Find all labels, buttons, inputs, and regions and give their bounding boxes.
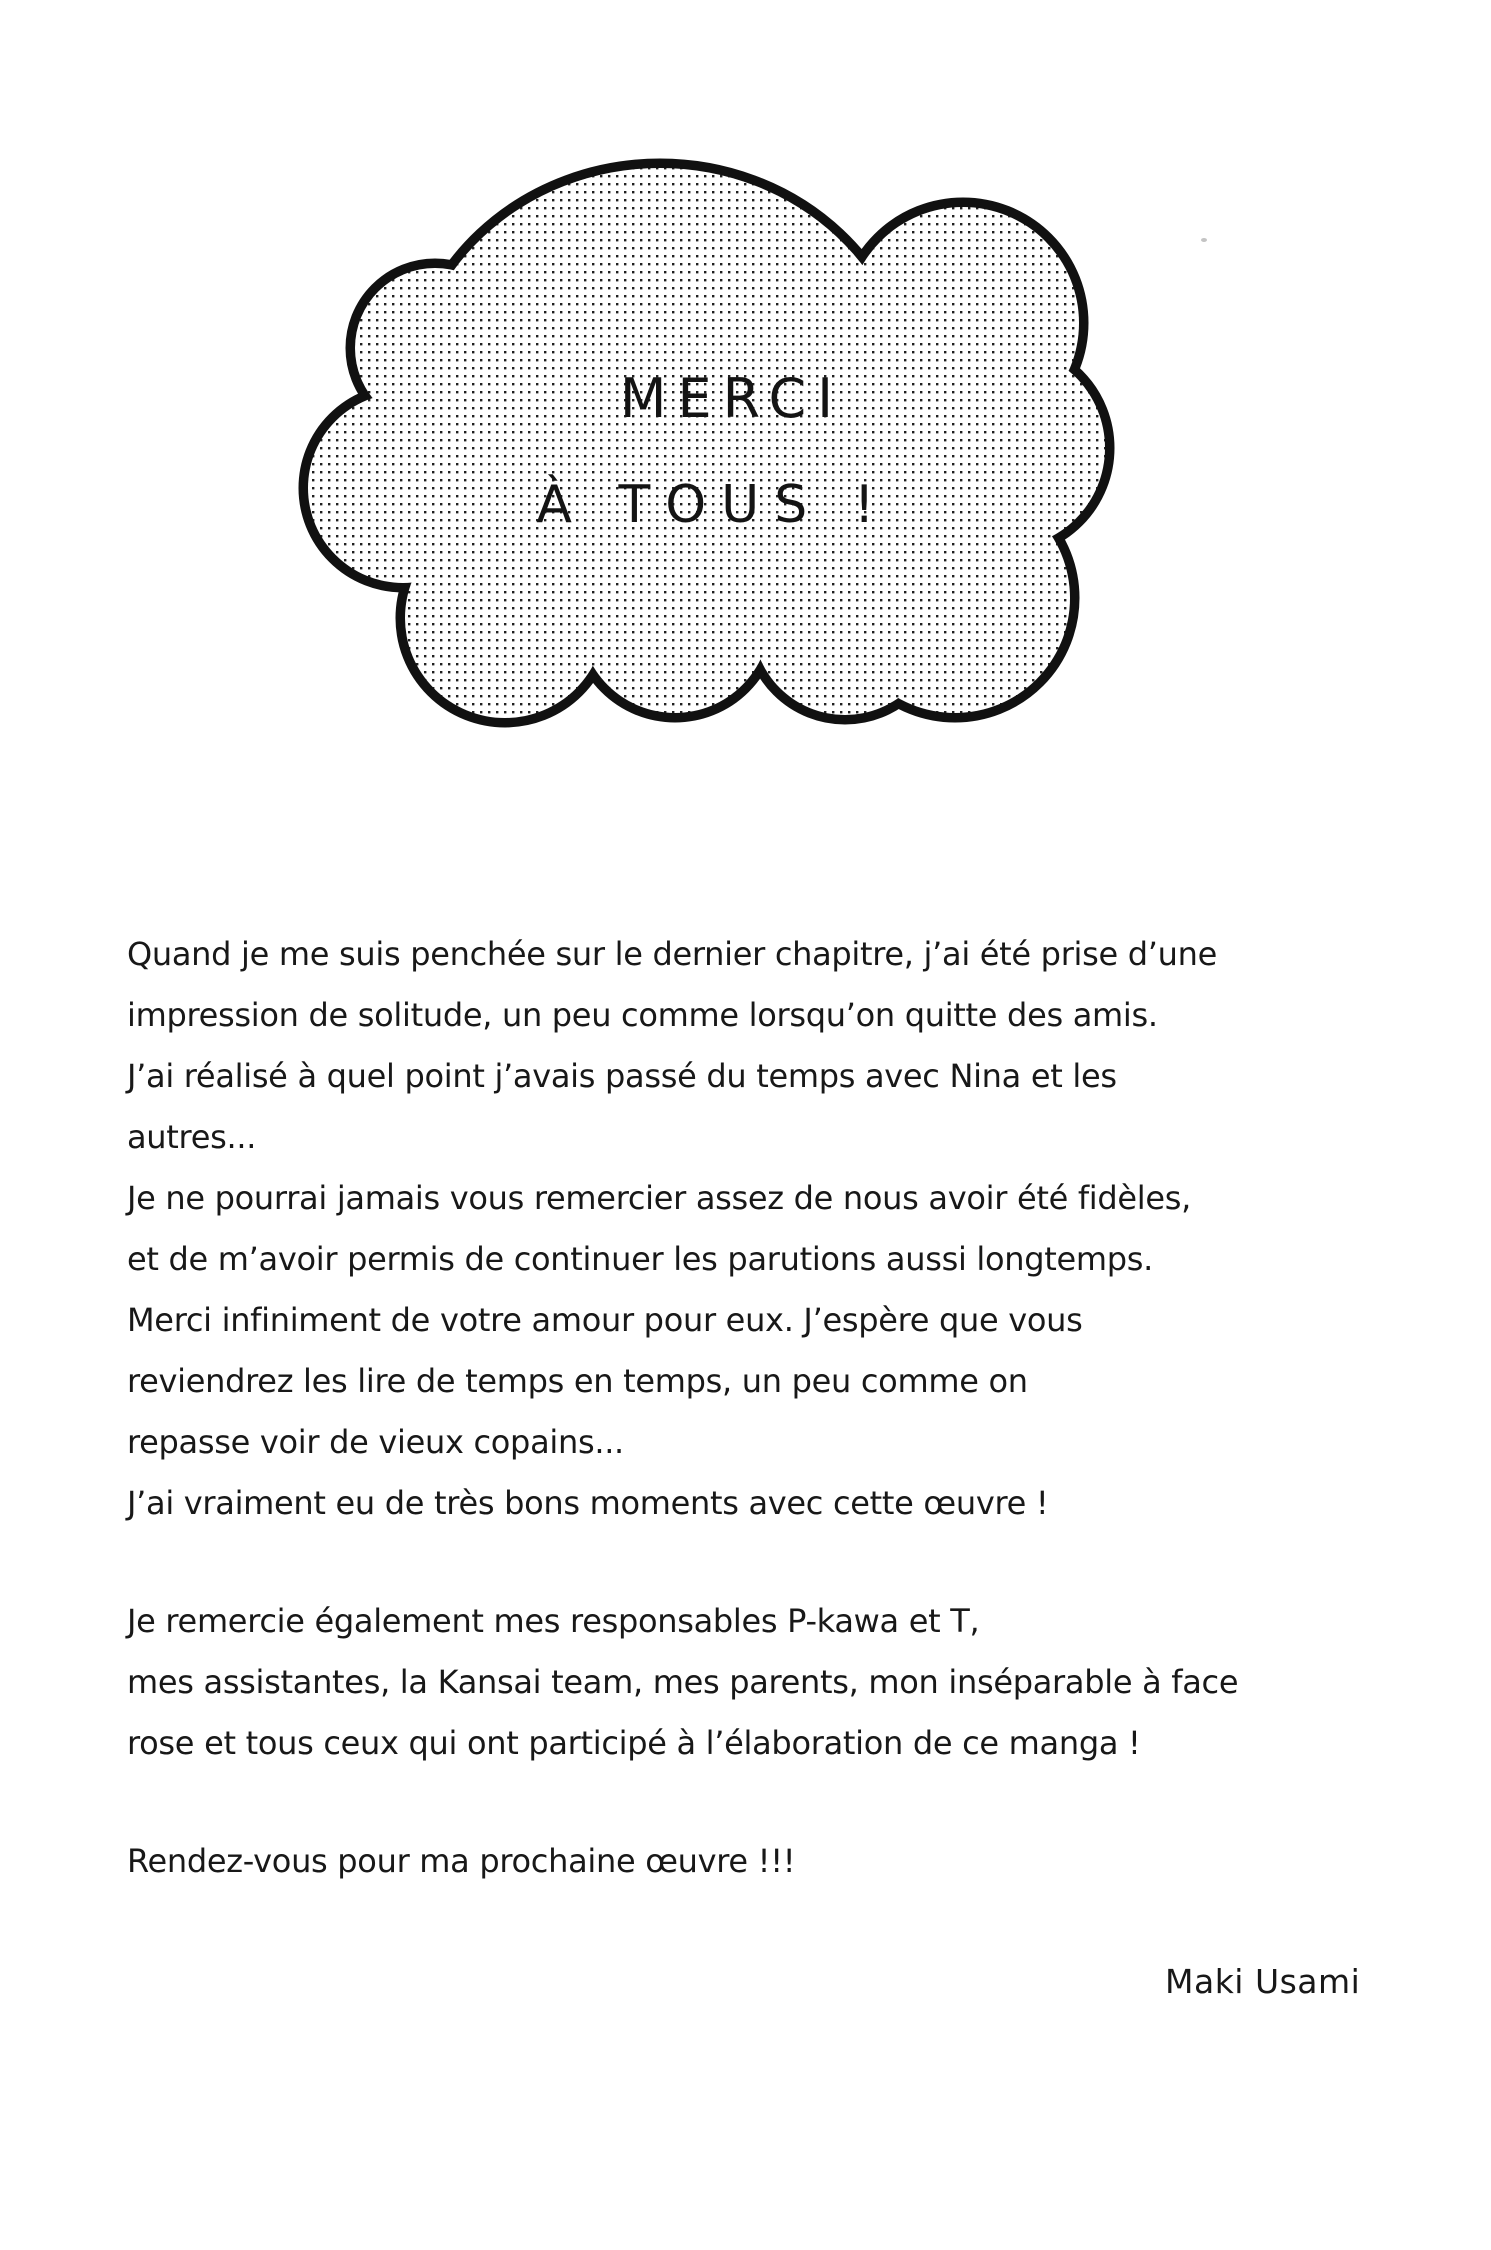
afterword-line: rose et tous ceux qui ont participé à l’élaboration de ce manga ! [127, 1724, 1141, 1762]
ink-speck [1201, 238, 1207, 242]
afterword-line: repasse voir de vieux copains... [127, 1423, 624, 1461]
afterword-line: Quand je me suis penchée sur le dernier chapitre, j’ai été prise d’une [127, 935, 1218, 973]
afterword-line: Je remercie également mes responsables P-kawa et T, [127, 1602, 980, 1640]
paragraph-gap [127, 1534, 1238, 1591]
afterword-line: mes assistantes, la Kansai team, mes parents, mon inséparable à face [127, 1663, 1239, 1701]
afterword-line: autres... [127, 1118, 257, 1156]
afterword-line: J’ai réalisé à quel point j’avais passé du temps avec Nina et les [127, 1057, 1117, 1095]
author-signature: Maki Usami [1165, 1962, 1361, 2001]
cloud-fill [308, 168, 1105, 718]
afterword-line: J’ai vraiment eu de très bons moments avec cette œuvre ! [127, 1484, 1049, 1522]
afterword-line: reviendrez les lire de temps en temps, un peu comme on [127, 1362, 1028, 1400]
afterword-line: et de m’avoir permis de continuer les parutions aussi longtemps. [127, 1240, 1154, 1278]
merci-cloud-bubble [285, 148, 1130, 738]
afterword-line: Merci infiniment de votre amour pour eux. J’espère que vous [127, 1301, 1083, 1339]
afterword-line: Je ne pourrai jamais vous remercier assez de nous avoir été fidèles, [127, 1179, 1192, 1217]
afterword-line: Rendez-vous pour ma prochaine œuvre !!! [127, 1842, 796, 1880]
afterword-text [127, 924, 1238, 1892]
afterword-line: impression de solitude, un peu comme lorsqu’on quitte des amis. [127, 996, 1158, 1034]
cloud-text-line2: À TOUS ! [536, 475, 890, 535]
paragraph-gap [127, 1774, 1238, 1831]
cloud-text-line1: MERCI [619, 367, 845, 430]
